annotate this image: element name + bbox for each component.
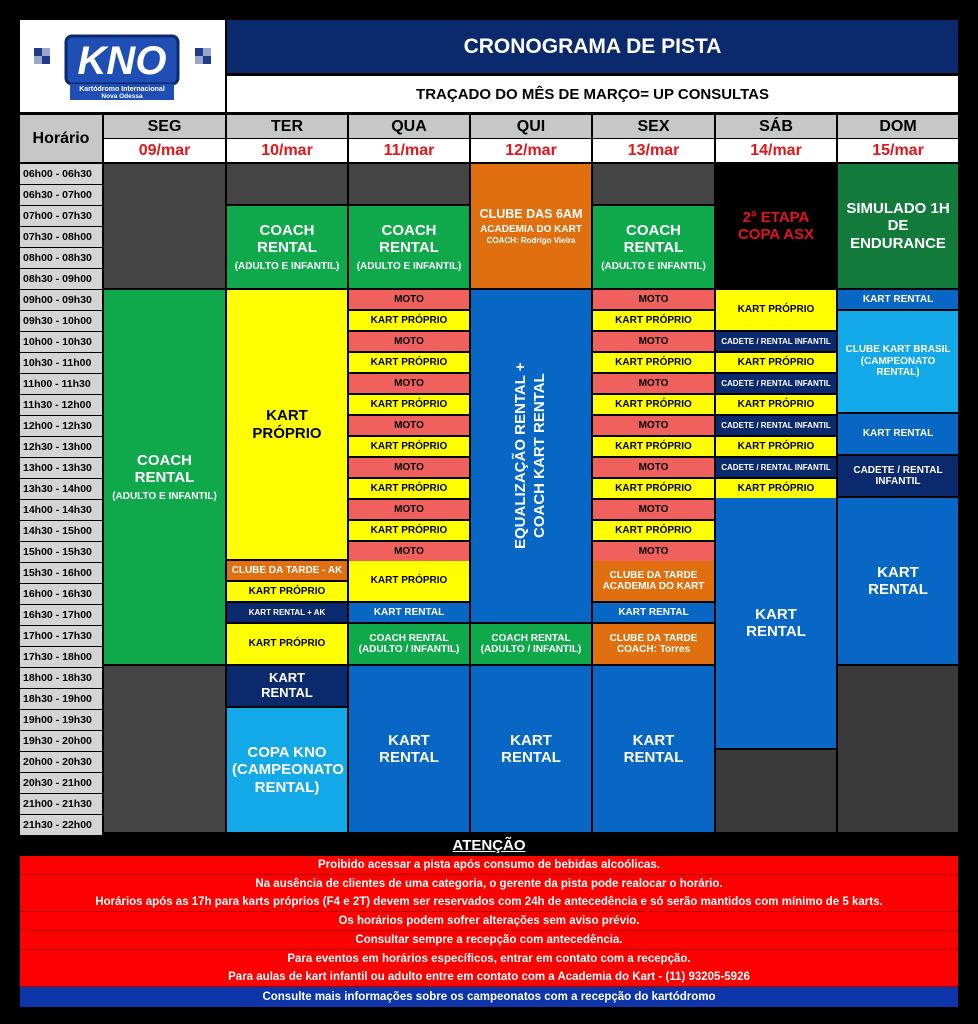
- day-header-seg: SEG: [104, 115, 225, 138]
- sex-moto-kart-a-block: MOTO: [593, 416, 714, 435]
- sab-block-kart-proprio-0900: KART PRÓPRIO: [716, 290, 836, 330]
- qua-moto-kart-b-block: KART PRÓPRIO: [349, 395, 469, 414]
- ter-block-closed: [227, 164, 347, 204]
- sex-kart-rental-label: KART RENTAL: [623, 731, 684, 766]
- dom-kart-rental-label: KART RENTAL: [868, 563, 928, 598]
- qua-block-kart-rental-1630: KART RENTAL: [349, 603, 469, 622]
- sab-cadete-kart-a-block: CADETE / RENTAL INFANTIL: [716, 416, 836, 435]
- time-slot: 16h00 - 16h30: [20, 584, 102, 605]
- ter-kart-proprio-label: KART PRÓPRIO: [252, 407, 322, 442]
- qua-moto-kart-b-block: KART PRÓPRIO: [349, 353, 469, 372]
- qua-moto-kart-b-block: KART PRÓPRIO: [349, 437, 469, 456]
- sex-moto-kart-a-block: MOTO: [593, 290, 714, 309]
- time-slot: 14h00 - 14h30: [20, 500, 102, 521]
- sab-cadete-kart-a-block: CADETE / RENTAL INFANTIL: [716, 458, 836, 477]
- sex-coach-torres-label: COACH: Torres: [616, 644, 691, 655]
- day-header-sab: SÁB: [716, 115, 836, 138]
- time-slot: 13h30 - 14h00: [20, 479, 102, 500]
- sex-moto-kart-b-block: KART PRÓPRIO: [593, 521, 714, 540]
- ter-block-kart-rental: [227, 666, 347, 706]
- atencao-line: Para aulas de kart infantil ou adulto entre em contato com a Academia do Kart - (11) 93205-5926: [20, 968, 958, 987]
- time-slot: 17h00 - 17h30: [20, 626, 102, 647]
- sex-moto-kart-a-block: MOTO: [593, 332, 714, 351]
- dom-block-clube-kart-brasil: [838, 311, 958, 412]
- sex-moto-kart-b-block: KART PRÓPRIO: [593, 437, 714, 456]
- time-slot: 07h00 - 07h30: [20, 206, 102, 227]
- sab-cadete-kart-b-block: KART PRÓPRIO: [716, 437, 836, 456]
- time-slot: 09h00 - 09h30: [20, 290, 102, 311]
- sex-block-kart-rental-evening: [593, 666, 714, 832]
- svg-text:Nova Odessa: Nova Odessa: [101, 93, 143, 100]
- time-slot: 21h30 - 22h00: [20, 815, 102, 836]
- time-slot: 07h30 - 08h00: [20, 227, 102, 248]
- qua-moto-kart-b-block: KART PRÓPRIO: [349, 521, 469, 540]
- day-header-dom: DOM: [838, 115, 958, 138]
- seg-adulto-infantil-label: (ADULTO E INFANTIL): [112, 490, 217, 502]
- ter-block-coach-rental: [227, 206, 347, 288]
- time-slot: 12h30 - 13h00: [20, 437, 102, 458]
- qua-moto-kart-a-block: MOTO: [349, 416, 469, 435]
- qua-block-closed: [349, 164, 469, 204]
- ter-block-copa-kno: [227, 708, 347, 832]
- time-slot: 15h00 - 15h30: [20, 542, 102, 563]
- sex-moto-kart-a-block: MOTO: [593, 500, 714, 519]
- date-header-qui: 12/mar: [471, 139, 591, 162]
- qui-block-clube-6am: [471, 164, 591, 288]
- sex-moto-kart-a-block: MOTO: [593, 458, 714, 477]
- sex-adulto-infantil-label: (ADULTO E INFANTIL): [601, 260, 706, 272]
- sex-moto-kart-b-block: KART PRÓPRIO: [593, 479, 714, 498]
- horario-header: Horário: [20, 115, 102, 162]
- qui-coach-rodrigo-label: COACH: Rodrigo Vieira: [486, 235, 576, 245]
- sex-block-kart-rental-1630: KART RENTAL: [593, 603, 714, 622]
- qua-block-coach-rental-adulto: COACH RENTAL (ADULTO / INFANTIL): [349, 624, 469, 664]
- dom-block-closed-evening: [838, 666, 958, 832]
- atencao-line: Para eventos em horários específicos, entrar em contato com a recepção.: [20, 950, 958, 969]
- atencao-line: Proibido acessar a pista após consumo de bebidas alcoólicas.: [20, 856, 958, 875]
- qua-moto-kart-a-block: MOTO: [349, 542, 469, 561]
- time-slot: 16h30 - 17h00: [20, 605, 102, 626]
- atencao-line: Os horários podem sofrer alterações sem aviso prévio.: [20, 912, 958, 931]
- day-header-qui: QUI: [471, 115, 591, 138]
- qui-equalizacao-label: EQUALIZAÇÃO RENTAL + COACH KART RENTAL: [512, 362, 548, 550]
- qua-moto-kart-a-block: MOTO: [349, 374, 469, 393]
- qua-moto-kart-a-block: MOTO: [349, 500, 469, 519]
- qua-moto-kart-b-block: KART PRÓPRIO: [349, 311, 469, 330]
- time-slot: 18h30 - 19h00: [20, 689, 102, 710]
- sab-block-kart-rental: [716, 498, 836, 748]
- sab-block-closed-evening: [716, 750, 836, 832]
- time-slot: 10h00 - 10h30: [20, 332, 102, 353]
- seg-block-closed-evening: [104, 666, 225, 832]
- ter-kart-rental-label: KART RENTAL: [261, 670, 313, 700]
- sab-cadete-kart-b-block: KART PRÓPRIO: [716, 353, 836, 372]
- atencao-title: ATENÇÃO: [452, 836, 526, 854]
- qua-coach-rental-label: COACH RENTAL: [379, 222, 439, 257]
- time-slot: 13h00 - 13h30: [20, 458, 102, 479]
- time-slot: 21h00 - 21h30: [20, 794, 102, 815]
- date-header-seg: 09/mar: [104, 139, 225, 162]
- kno-logo-icon: [20, 20, 225, 112]
- dom-block-simulado: [838, 164, 958, 288]
- sab-block-etapa-asx: [716, 164, 836, 288]
- qua-kart-rental-label: KART RENTAL: [379, 731, 439, 766]
- ter-adulto-infantil-label: (ADULTO E INFANTIL): [234, 260, 340, 272]
- qui-academia-label: ACADEMIA DO KART: [480, 224, 582, 236]
- dom-block-kart-rental-afternoon: [838, 498, 958, 664]
- seg-block-coach-rental: [104, 290, 225, 664]
- sex-academia-label: ACADEMIA DO KART: [602, 581, 705, 592]
- qui-block-equalizacao: [471, 290, 591, 622]
- sab-cadete-kart-b-block: KART PRÓPRIO: [716, 395, 836, 414]
- sab-cadete-kart-a-block: CADETE / RENTAL INFANTIL: [716, 374, 836, 393]
- seg-block-closed-morning: [104, 164, 225, 288]
- sex-clube-tarde-label: CLUBE DA TARDE: [609, 569, 698, 581]
- qui-clube-6am-label: CLUBE DAS 6AM: [479, 206, 583, 221]
- ter-block-kart-proprio-2: KART PRÓPRIO: [227, 582, 347, 601]
- day-header-qua: QUA: [349, 115, 469, 138]
- dom-simulado-label: SIMULADO 1H DE ENDURANCE: [846, 200, 950, 252]
- sex-moto-kart-b-block: KART PRÓPRIO: [593, 353, 714, 372]
- time-slot: 18h00 - 18h30: [20, 668, 102, 689]
- sex-moto-kart-a-block: MOTO: [593, 542, 714, 561]
- qui-kart-rental-label: KART RENTAL: [501, 731, 561, 766]
- date-header-dom: 15/mar: [838, 139, 958, 162]
- qui-block-coach-rental-adulto: COACH RENTAL (ADULTO / INFANTIL): [471, 624, 591, 664]
- page-title: CRONOGRAMA DE PISTA: [227, 20, 958, 73]
- svg-text:Kartódromo Internacional: Kartódromo Internacional: [79, 86, 165, 93]
- atencao-line: Na ausência de clientes de uma categoria, o gerente da pista pode realocar o horário.: [20, 875, 958, 894]
- qui-block-kart-rental-evening: [471, 666, 591, 832]
- atencao-line: Consultar sempre a recepção com antecedência.: [20, 931, 958, 950]
- time-slot: 17h30 - 18h00: [20, 647, 102, 668]
- dom-block-kart-rental-1200: KART RENTAL: [838, 414, 958, 454]
- time-slot: 11h30 - 12h00: [20, 395, 102, 416]
- sex-moto-kart-b-block: KART PRÓPRIO: [593, 395, 714, 414]
- time-slot: 06h00 - 06h30: [20, 164, 102, 185]
- time-slot: 20h00 - 20h30: [20, 752, 102, 773]
- sex-block-clube-tarde-torres: [593, 624, 714, 664]
- date-header-ter: 10/mar: [227, 139, 347, 162]
- qua-block-kart-rental-evening: [349, 666, 469, 832]
- dom-block-kart-rental-0900: KART RENTAL: [838, 290, 958, 309]
- dom-clube-kart-brasil-label: CLUBE KART BRASIL (CAMPEONATO RENTAL): [845, 344, 951, 379]
- time-slot: 11h00 - 11h30: [20, 374, 102, 395]
- qua-adulto-infantil-label: (ADULTO E INFANTIL): [356, 260, 462, 272]
- ter-block-kart-proprio-3: KART PRÓPRIO: [227, 624, 347, 664]
- day-header-sex: SEX: [593, 115, 714, 138]
- ter-block-clube-tarde-ak: CLUBE DA TARDE - AK: [227, 561, 347, 580]
- time-slot: 10h30 - 11h00: [20, 353, 102, 374]
- time-slot: 20h30 - 21h00: [20, 773, 102, 794]
- sab-cadete-kart-a-block: CADETE / RENTAL INFANTIL: [716, 332, 836, 351]
- time-slot: 14h30 - 15h00: [20, 521, 102, 542]
- seg-coach-rental-label: COACH RENTAL: [134, 452, 195, 487]
- sex-block-clube-tarde: [593, 561, 714, 601]
- qua-moto-kart-a-block: MOTO: [349, 332, 469, 351]
- qua-block-kart-proprio-late: KART PRÓPRIO: [349, 561, 469, 601]
- qua-moto-kart-b-block: KART PRÓPRIO: [349, 479, 469, 498]
- date-header-qua: 11/mar: [349, 139, 469, 162]
- time-slot: 19h00 - 19h30: [20, 710, 102, 731]
- sex-clube-tarde-2-label: CLUBE DA TARDE: [609, 632, 698, 644]
- sab-kart-rental-label: KART RENTAL: [746, 605, 806, 640]
- time-slot: 15h30 - 16h00: [20, 563, 102, 584]
- time-slot: 12h00 - 12h30: [20, 416, 102, 437]
- dom-block-cadete-rental: [838, 456, 958, 496]
- qua-moto-kart-a-block: MOTO: [349, 458, 469, 477]
- time-slot: 08h00 - 08h30: [20, 248, 102, 269]
- page-subtitle: TRAÇADO DO MÊS DE MARÇO= UP CONSULTAS: [227, 76, 958, 112]
- day-header-ter: TER: [227, 115, 347, 138]
- ter-block-kart-proprio: [227, 290, 347, 559]
- sex-moto-kart-a-block: MOTO: [593, 374, 714, 393]
- atencao-line: Horários após as 17h para karts próprios (F4 e 2T) devem ser reservados com 24h de antecedência e só serão mantidos com mínimo de 5 karts.: [20, 893, 958, 912]
- qua-moto-kart-a-block: MOTO: [349, 290, 469, 309]
- logo: [20, 20, 225, 112]
- atencao-footer: Consulte mais informações sobre os campeonatos com a recepção do kartódromo: [20, 987, 958, 1007]
- date-header-sex: 13/mar: [593, 139, 714, 162]
- svg-text:KNO: KNO: [77, 39, 167, 83]
- sex-block-coach-rental: [593, 206, 714, 288]
- qua-block-coach-rental: [349, 206, 469, 288]
- sab-cadete-kart-b-block: KART PRÓPRIO: [716, 479, 836, 498]
- time-slot: 09h30 - 10h00: [20, 311, 102, 332]
- sex-coach-rental-label: COACH RENTAL: [623, 222, 684, 257]
- sex-block-closed: [593, 164, 714, 204]
- dom-cadete-rental-label: CADETE / RENTAL INFANTIL: [853, 464, 943, 487]
- ter-block-kart-rental-ak: KART RENTAL + AK: [227, 603, 347, 622]
- sab-etapa-asx-label: 2ª ETAPA COPA ASX: [737, 208, 815, 243]
- ter-copa-kno-label: COPA KNO (CAMPEONATO RENTAL): [232, 744, 344, 796]
- time-slot: 06h30 - 07h00: [20, 185, 102, 206]
- ter-coach-rental-label: COACH RENTAL: [257, 222, 317, 257]
- time-slot: 19h30 - 20h00: [20, 731, 102, 752]
- sex-moto-kart-b-block: KART PRÓPRIO: [593, 311, 714, 330]
- date-header-sab: 14/mar: [716, 139, 836, 162]
- time-slot: 08h30 - 09h00: [20, 269, 102, 290]
